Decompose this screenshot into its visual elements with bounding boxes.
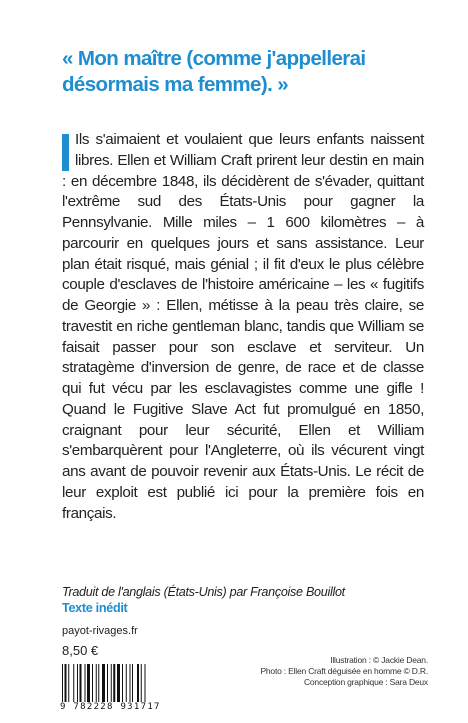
blurb-text: Ils s'aimaient et voulaient que leurs enfants naissent libres. Ellen et William Craft prirent leur destin en main : en décembre 1848, ils décidèrent de s'évader, quittant l'extrême sud des États-Unis pour gagner la Pennsylvanie. Mille miles – 1 600 kilomètres – à parcourir en quelques jours et sans assistance. Leur plan était risqué, mais génial ; il fit d'eux le plus célèbre couple d'esclaves de l'histoire américaine – les « fugitifs de Georgie » : Ellen, métisse à la peau très claire, se travestit en riche gentleman blanc, tandis que William se faisait passer pour son esclave et serviteur. Un stratagème d'inversion de genre, de race et de classe qui fut vécu par les esclavagistes comme une gifle ! Quand le Fugitive Slave Act fut promulgué en 1850, craignant pour leur sécurité, Ellen et William s'embarquèrent pour l'Angleterre, où ils vécurent vingt ans avant de pouvoir revenir aux États-Unis. Le récit de leur exploit est publié ici pour la première fois en français.	[62, 131, 424, 522]
design-credit: Conception graphique : Sara Deux	[303, 677, 428, 687]
pull-quote: « Mon maître (comme j'appellerai désormais ma femme). »	[62, 47, 366, 96]
colophon	[260, 655, 428, 688]
publisher-website: payot-rivages.fr	[62, 625, 138, 637]
back-cover-blurb	[62, 130, 424, 524]
barcode-bars	[60, 664, 180, 704]
photo-credit: Photo : Ellen Craft déguisée en homme © D.R.	[260, 666, 428, 676]
translation-credit: Traduit de l'anglais (États-Unis) par Françoise Bouillot	[62, 585, 345, 599]
accent-bar	[62, 134, 69, 171]
barcode	[60, 664, 180, 714]
unpublished-label: Texte inédit	[62, 601, 128, 615]
isbn-number: 9 782228 931717	[60, 702, 180, 712]
price: 8,50 €	[62, 643, 99, 658]
illustration-credit: Illustration : © Jackie Dean.	[330, 655, 428, 665]
credits-block	[62, 584, 442, 616]
